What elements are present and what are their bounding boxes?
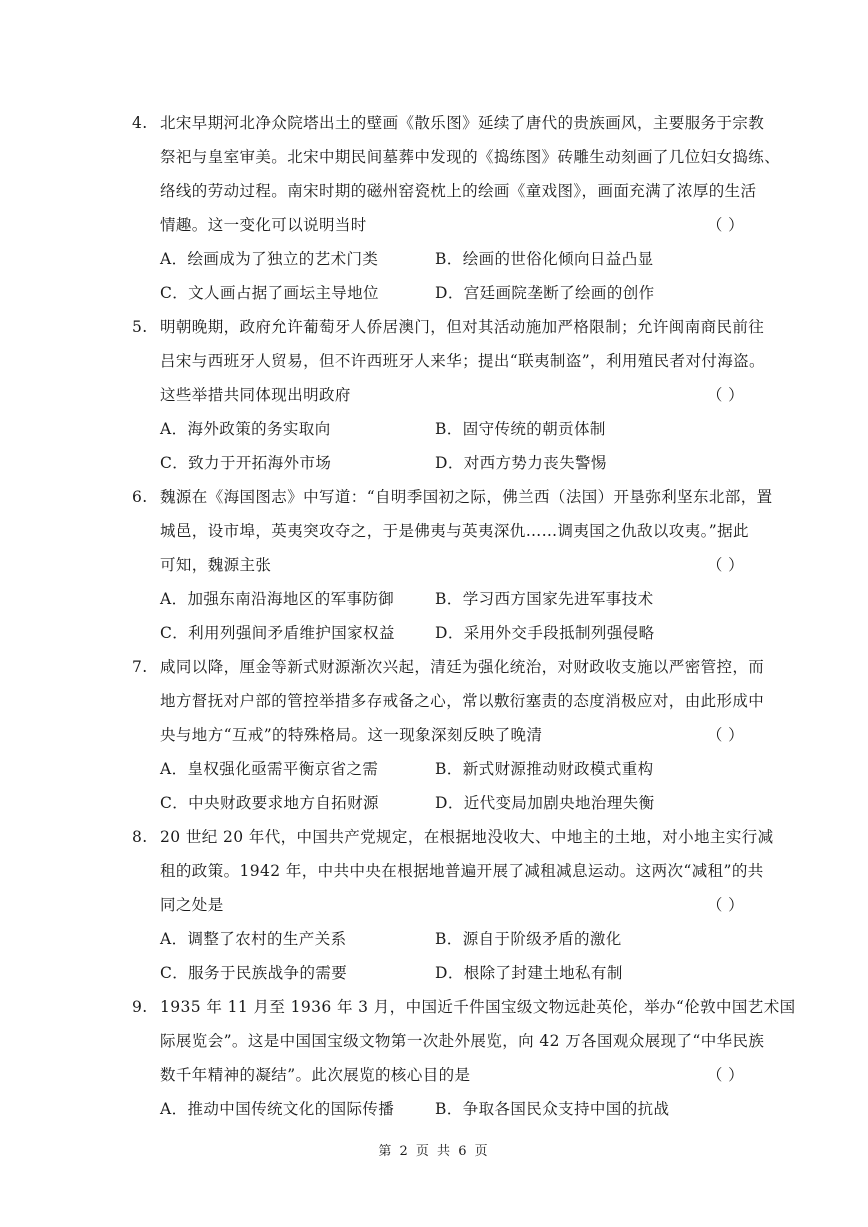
option-b: B．争取各国民众支持中国的抗战 — [435, 1100, 670, 1118]
option-d: D．近代变局加剧央地治理失衡 — [435, 794, 655, 812]
option-d: D．宫廷画院垄断了绘画的创作 — [435, 284, 655, 302]
question-line: 地方督抚对户部的管控举措多存戒备之心，常以敷衍塞责的态度消极应对，由此形成中 — [160, 692, 765, 710]
question-line: 8. 20 世纪 20 年代，中国共产党规定，在根据地没收大、中地主的土地，对小地主实行减 — [132, 820, 752, 854]
option-b: B．固守传统的朝贡体制 — [435, 420, 606, 438]
question-4 — [132, 106, 781, 242]
answer-bracket: （ ） — [706, 386, 744, 404]
question-line: 吕宋与西班牙人贸易，但不许西班牙人来华；提出“联夷制盗”，利用殖民者对付海盗。 — [160, 352, 765, 370]
question-9-options — [160, 1092, 760, 1126]
question-line: 可知，魏源主张 （ ） — [132, 548, 752, 582]
option-a: A．加强东南沿海地区的军事防御 — [160, 590, 395, 608]
answer-bracket: （ ） — [706, 1066, 744, 1084]
question-line: 城邑，设市埠，英夷突攻夺之，于是佛夷与英夷深仇……调夷国之仇敌以攻夷。”据此 — [160, 522, 749, 540]
option-c: C．文人画占据了画坛主导地位 — [160, 284, 379, 302]
question-line: 这些举措共同体现出明政府 （ ） — [132, 378, 752, 412]
question-5-options — [160, 412, 760, 480]
option-a: A．绘画成为了独立的艺术门类 — [160, 250, 379, 268]
question-6 — [132, 480, 773, 582]
question-line: 4. 北宋早期河北净众院塔出土的壁画《散乐图》延续了唐代的贵族画风，主要服务于宗教 — [132, 106, 752, 140]
option-b: B．绘画的世俗化倾向日益凸显 — [435, 250, 654, 268]
question-number: 7. — [132, 658, 148, 676]
question-7 — [132, 650, 765, 752]
question-number: 4. — [132, 114, 148, 132]
question-line: 情趣。这一变化可以说明当时 （ ） — [132, 208, 752, 242]
answer-bracket: （ ） — [706, 216, 744, 234]
option-d: D．对西方势力丧失警惕 — [435, 454, 607, 472]
option-d: D．采用外交手段抵制列强侵略 — [435, 624, 655, 642]
question-line: 5. 明朝晚期，政府允许葡萄牙人侨居澳门，但对其活动施加严格限制；允许闽南商民前往 — [132, 310, 752, 344]
question-7-options — [160, 752, 760, 820]
question-9 — [132, 990, 796, 1092]
question-8-options — [160, 922, 760, 990]
question-line: 7. 咸同以降，厘金等新式财源渐次兴起，清廷为强化统治，对财政收支施以严密管控，而 — [132, 650, 752, 684]
page-footer: 第 2 页 共 6 页 — [378, 1144, 490, 1159]
option-a: A．推动中国传统文化的国际传播 — [160, 1100, 395, 1118]
question-line: 9. 1935 年 11 月至 1936 年 3 月，中国近千件国宝级文物远赴英伦，举办“伦敦中国艺术国 — [132, 990, 752, 1024]
answer-bracket: （ ） — [706, 726, 744, 744]
option-b: B．新式财源推动财政模式重构 — [435, 760, 654, 778]
answer-bracket: （ ） — [706, 896, 744, 914]
question-6-options — [160, 582, 760, 650]
question-number: 8. — [132, 828, 148, 846]
option-c: C．致力于开拓海外市场 — [160, 454, 332, 472]
option-b: B．源自于阶级矛盾的激化 — [435, 930, 622, 948]
option-c: C．利用列强间矛盾维护国家权益 — [160, 624, 395, 642]
question-8 — [132, 820, 774, 922]
option-a: A．调整了农村的生产关系 — [160, 930, 347, 948]
question-number: 9. — [132, 998, 148, 1016]
question-number: 5. — [132, 318, 148, 336]
question-line: 6. 魏源在《海国图志》中写道：“自明季国初之际，佛兰西（法国）开垦弥利坚东北部，置 — [132, 480, 752, 514]
question-number: 6. — [132, 488, 148, 506]
question-line: 租的政策。1942 年，中共中央在根据地普遍开展了减租减息运动。这两次“减租”的共 — [160, 862, 764, 880]
question-line: 络线的劳动过程。南宋时期的磁州窑瓷枕上的绘画《童戏图》，画面充满了浓厚的生活 — [160, 182, 757, 200]
option-b: B．学习西方国家先进军事技术 — [435, 590, 654, 608]
option-c: C．服务于民族战争的需要 — [160, 964, 348, 982]
question-5 — [132, 310, 765, 412]
answer-bracket: （ ） — [706, 556, 744, 574]
question-4-options — [160, 242, 760, 310]
option-c: C．中央财政要求地方自拓财源 — [160, 794, 379, 812]
option-a: A．皇权强化亟需平衡京省之需 — [160, 760, 379, 778]
question-line: 数千年精神的凝结”。此次展览的核心目的是 （ ） — [132, 1058, 752, 1092]
question-line: 际展览会”。这是中国国宝级文物第一次赴外展览，向 42 万各国观众展现了“中华民族 — [160, 1032, 765, 1050]
option-d: D．根除了封建土地私有制 — [435, 964, 623, 982]
question-line: 祭祀与皇室审美。北宋中期民间墓葬中发现的《捣练图》砖雕生动刻画了几位妇女捣练、 — [160, 148, 781, 166]
question-line: 同之处是 （ ） — [132, 888, 752, 922]
option-a: A．海外政策的务实取向 — [160, 420, 331, 438]
question-line: 央与地方“互戒”的特殊格局。这一现象深刻反映了晚清 （ ） — [132, 718, 752, 752]
